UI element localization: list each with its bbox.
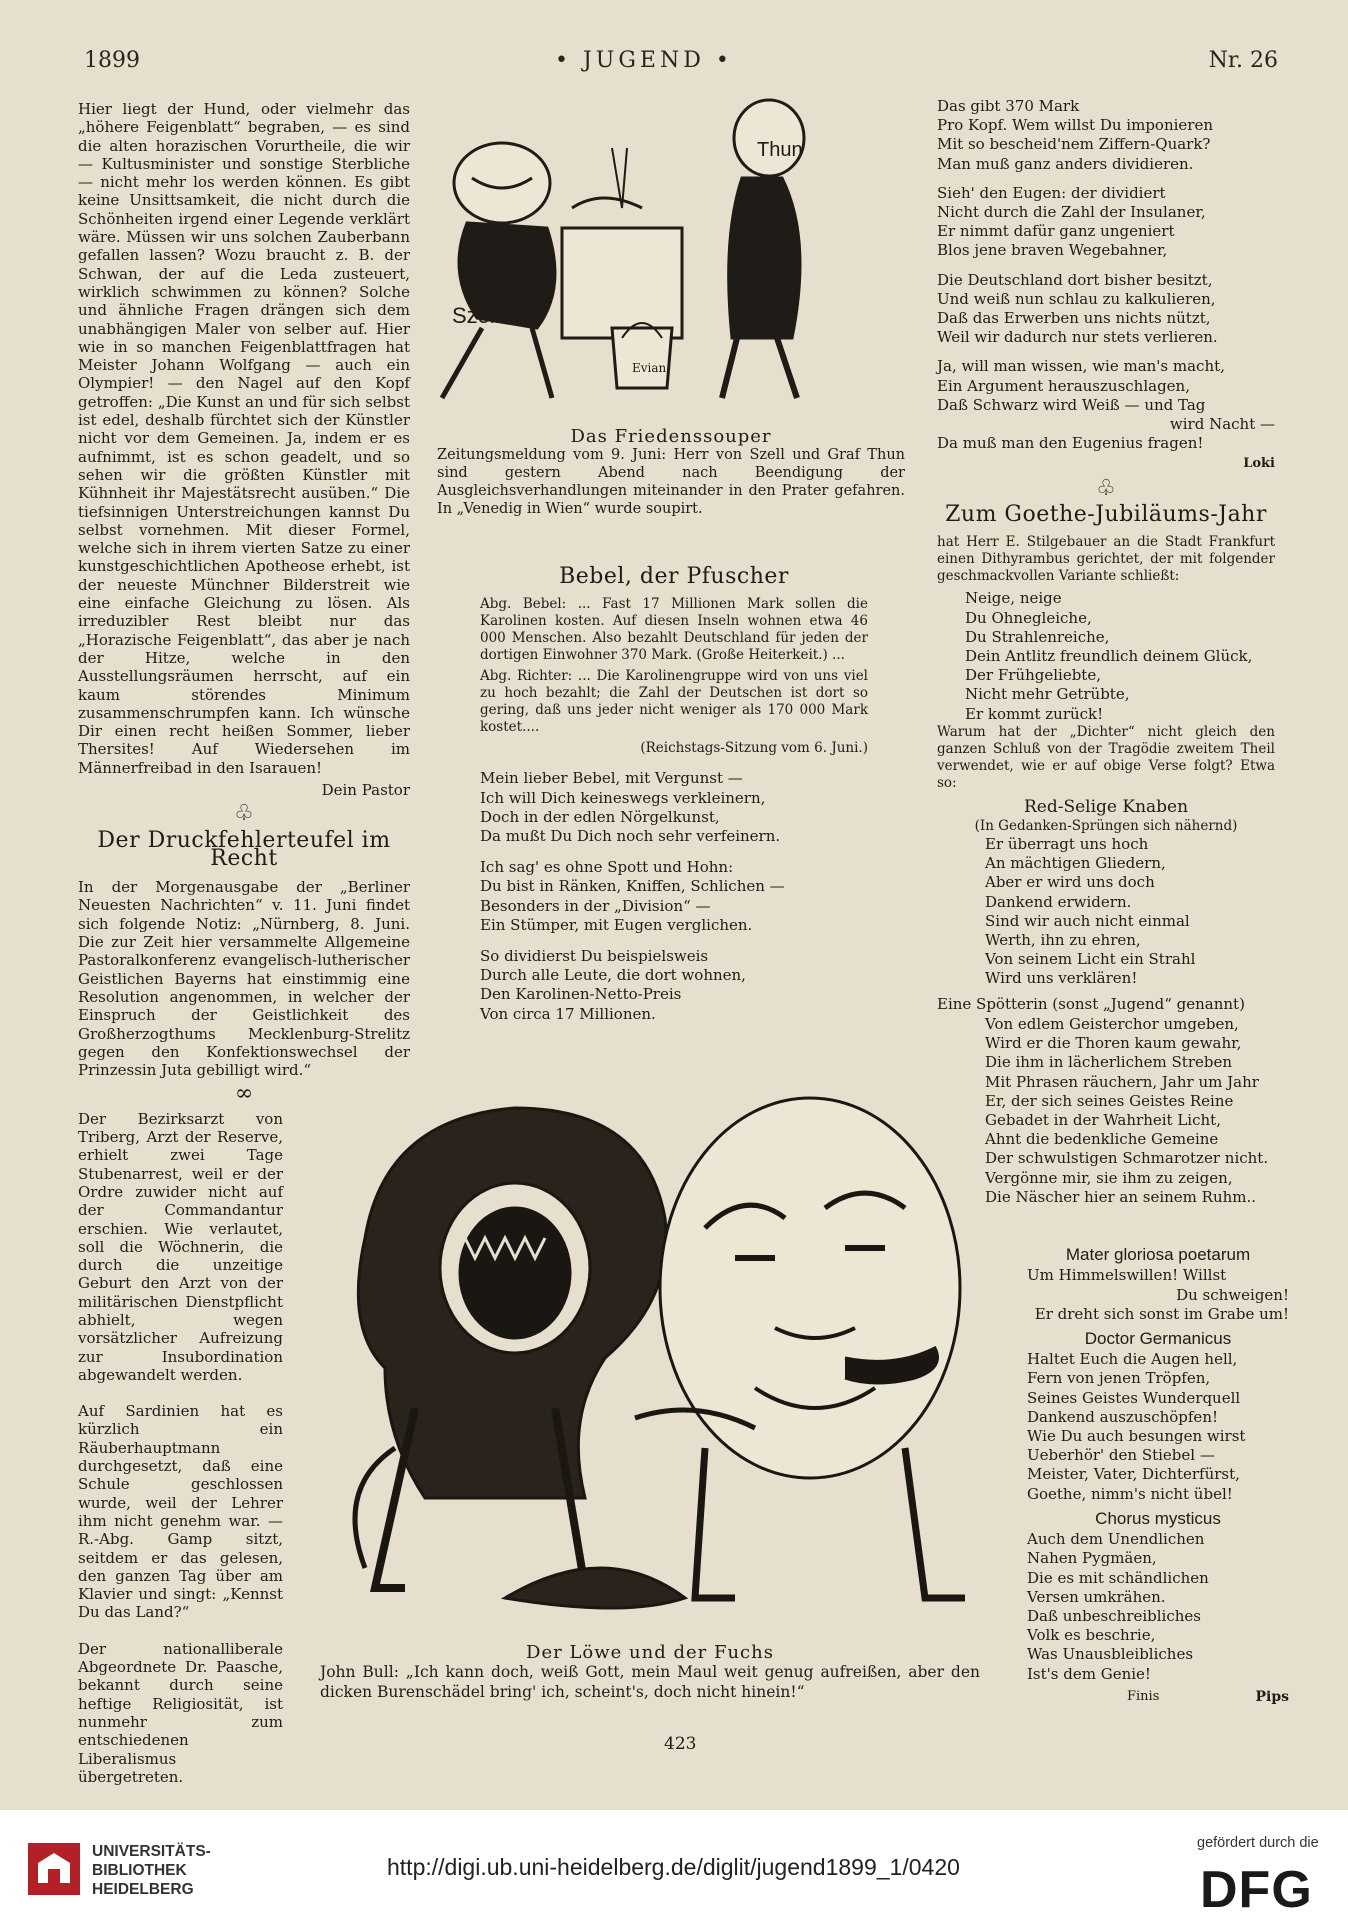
mater-verse: Um Himmelswillen! Willst Du schweigen! Er dreht sich sonst im Grabe um!	[1027, 1266, 1289, 1323]
article-sardinien: Auf Sardinien hat es kürzlich ein Räuberhauptmann durchgesetzt, daß eine Schule geschlossen wurde, weil der Lehrer ihm nicht genehm war. — R.-Abg. Gamp sitzt, seitdem er das gelesen, den ganzen Tag über am Klavier und singt: „Kennst Du das Land?“	[78, 1402, 283, 1622]
cartoon2-caption: John Bull: „Ich kann doch, weiß Gott, mein Maul weit genug aufreißen, aber den dicken Burenschädel bring' ich, scheint's, doch nicht hinein!“	[320, 1663, 980, 1702]
column-right	[937, 97, 1275, 1207]
club-ornament: ♧	[234, 801, 254, 827]
headline-goethe: Zum Goethe-Jubiläums-Jahr	[945, 502, 1267, 528]
dfg-logo: DFG	[1200, 1861, 1313, 1919]
bebel-stanza-2: Ich sag' es ohne Spott und Hohn: Du bist in Ränken, Kniffen, Schlichen — Besonders in der „Division“ — Ein Stümper, mit Eugen verglichen.	[480, 858, 785, 934]
bebel-quote: Abg. Bebel: ... Fast 17 Millionen Mark sollen die Karolinen kosten. Auf diesen Inseln wohnen etwa 46 000 Menschen. Also bezahlt Deutschland für jeden der dortigen Einwohner 370 Mark. (Große Heiterkeit.) ...	[480, 596, 868, 664]
germanicus-verse: Haltet Euch die Augen hell, Fern von jenen Tröpfen, Seines Geistes Wunderquell Dankend auszuschöpfen! Wie Du auch besungen wirst Ueberhör' den Stiebel — Meister, Vater, Dichterfürst, Goethe, nimm's nicht übel!	[1027, 1350, 1246, 1503]
goethe-intro: hat Herr E. Stilgebauer an die Stadt Frankfurt einen Dithyrambus gerichtet, der mit folgender geschmackvollen Variante schließt:	[937, 534, 1275, 585]
goethe-question: Warum hat der „Dichter“ nicht gleich den ganzen Schluß von der Tragödie zweitem Theil verwendet, wie er auf obige Verse folgt? Etwa so:	[937, 723, 1275, 791]
signature-loki: Loki	[1243, 456, 1275, 472]
cartoon-loewe-und-fuchs	[305, 1088, 1025, 1643]
source-url-link[interactable]: http://digi.ub.uni-heidelberg.de/diglit/jugend1899_1/0420	[387, 1854, 960, 1880]
heading-mater-gloriosa: Mater gloriosa poetarum	[1065, 1245, 1251, 1264]
club-ornament-2: ♧	[1096, 475, 1116, 501]
digitization-footer	[0, 1810, 1348, 1929]
spoetterin-verse: Von edlem Geisterchor umgeben, Wird er die Thoren kaum gewahr, Die ihm in lächerlichem Streben Mit Phrasen räuchern, Jahr um Jahr Er, der sich seines Geistes Reine Gebadet in der Wahrheit Licht, Ahnt die bedenkliche Gemeine Der schwulstigen Schmarotzer nicht. Vergönne mir, sie ihm zu zeigen, Die Näscher hier an seinem Ruhm..	[985, 1014, 1269, 1206]
headline-bebel: Bebel, der Pfuscher	[559, 564, 789, 589]
headline-druckfehlerteufel: Der Druckfehlerteufel im Recht	[97, 827, 391, 871]
library-name: UNIVERSITÄTS- BIBLIOTHEK HEIDELBERG	[92, 1843, 211, 1898]
cartoon1-caption: Zeitungsmeldung vom 9. Juni: Herr von Szell und Graf Thun sind gestern Abend nach Beendigung der Ausgleichsverhandlungen miteinander in den Prater gefahren. In „Venedig in Wien“ wurde soupirt.	[437, 447, 905, 518]
heading-red-selige: Red-Selige Knaben	[1023, 796, 1189, 817]
funding-label: gefördert durch die	[1197, 1835, 1319, 1851]
signature-pastor: Dein Pastor	[321, 780, 410, 799]
article-bezirksarzt: Der Bezirksarzt von Triberg, Arzt der Reserve, erhielt zwei Tage Stubenarrest, weil er der Ordre zuwider nicht auf der Commandantur erschien. Wie verlautet, soll die Wöchnerin, die durch die unzeitige Geburt den Arzt von der militärischen Dienstpflicht abhielt, wegen vorsätzlicher Aufreizung zur Insubordination abgewandelt werden.	[78, 1109, 283, 1384]
finis-mark: Finis	[1127, 1688, 1160, 1704]
richter-quote: Abg. Richter: ... Die Karolinengruppe wird von uns viel zu hoch bezahlt; die Zahl der Deutschen ist dort so gering, daß uns jeder nicht weniger als 170 000 Mark kostet....	[480, 668, 868, 736]
label-szell: Szell	[452, 303, 500, 328]
cartoon1-title: Das Friedenssouper	[570, 426, 772, 447]
bucket-label: Evian	[632, 361, 667, 375]
heading-red-selige-note: (In Gedanken-Sprüngen sich nähernd)	[974, 818, 1238, 835]
header-year: 1899	[84, 48, 140, 73]
cartoon-friedenssouper	[412, 88, 912, 428]
heading-chorus-mysticus: Chorus mysticus	[1095, 1508, 1221, 1528]
red-selige-verse: Er überragt uns hoch An mächtigen Gliedern, Aber er wird uns doch Dankend erwidern. Sind wir auch nicht einmal Werth, ihn zu ehren, Von seinem Licht ein Strahl Wird uns verklären!	[985, 835, 1196, 988]
stilgebauer-verse: Neige, neige Du Ohnegleiche, Du Strahlenreiche, Dein Antlitz freundlich deinem Glück, Der Frühgeliebte, Nicht mehr Getrübte, Er kommt zurück!	[965, 589, 1253, 723]
cartoon2-caption-block	[320, 1644, 980, 1706]
header-issue: Nr. 26	[1208, 48, 1278, 73]
col3-stanza-2: Sieh' den Eugen: der dividiert Nicht durch die Zahl der Insulaner, Er nimmt dafür ganz ungeniert Blos jene braven Wegebahner,	[937, 183, 1206, 260]
reichstag-source: (Reichstags-Sitzung vom 6. Juni.)	[640, 740, 868, 757]
heading-spoetterin: Eine Spötterin (sonst „Jugend“ genannt)	[937, 994, 1245, 1013]
signature-pips: Pips	[1255, 1688, 1289, 1705]
cartoon2-title: Der Löwe und der Fuchs	[526, 1642, 774, 1663]
university-seal-icon	[28, 1843, 80, 1895]
col3-stanza-1: Das gibt 370 Mark Pro Kopf. Wem willst Du imponieren Mit so bescheid'nem Ziffern-Quark? Man muß ganz anders dividieren.	[937, 97, 1213, 173]
label-thun: Thun	[757, 139, 803, 161]
article-feigenblatt: Hier liegt der Hund, oder vielmehr das „höhere Feigenblatt“ begraben, — es sind die alten horazischen Vorurtheile, die wir — Kultusminister und sonstige Sterbliche — nicht mehr los werden können. Es gibt keine Unsittsamkeit, die nicht durch die Schönheiten irgend einer Legende verklärt wäre. Müssen wir uns solchen Zauberbann gefallen lassen? Wozu braucht z. B. der Schwan, der auf die Leda zusteuert, wirklich schwimmen zu können? Solche und ähnliche Fragen drängen sich dem unabhängigen Maler von selber auf. Hier wie in so manchen Feigenblattfragen hat Meister Johann Wolfgang — auch ein Olympier! — den Nagel auf den Kopf getroffen: „Die Kunst an und für sich selbst ist edel, deshalb fürchtet sich der Künstler nicht vor dem Gemeinen. Ja, indem er es aufnimmt, ist es schon geadelt, und so sehen wir die größten Künstler mit Kühnheit ihr Majestätsrecht ausüben.“ Die tiefsinnigen Unterstreichungen kannst Du selbst vornehmen. Mit dieser Formel, welche sich in ihrem vierten Satze zu einer kunstgeschichtlichen Apotheose erhebt, ist der neueste Münchner Bilderstreit wie eine einfache Gleichung zu lösen. Als irreduzibler Rest bleibt nur das „Horazische Feigenblatt“, das aber je nach der Hitze, welche in den Ausstellungsräumen herrscht, auf ein kaum störendes Minimum zusammenschrumpfen kann. Ich wünsche Dir einen recht heißen Sommer, lieber Thersites! Auf Wiedersehen im Männerfreibad in den Isarauen!	[78, 100, 410, 777]
article-druckfehler: In der Morgenausgabe der „Berliner Neuesten Nachrichten“ v. 11. Juni findet sich folgende Notiz: „Nürnberg, 8. Juni. Die zur Zeit hier versammelte Allgemeine Pastoralkonferenz evangelisch-lutherischer Geistlichen Bayerns hat einstimmig eine Resolution angenommen, in welcher der Einspruch der Geistlichkeit des Großherzogthums Mecklenburg-Strelitz gegen den Konfektionswechsel der Prinzessin Juta gebilligt wird.“	[78, 878, 410, 1080]
col3-stanza-3: Die Deutschland dort bisher besitzt, Und weiß nun schlau zu kalkulieren, Daß das Erwerben uns nichts nützt, Weil wir dadurch nur stets verlieren.	[937, 270, 1218, 347]
col3-stanza-4: Ja, will man wissen, wie man's macht, Ein Argument herauszuschlagen, Daß Schwarz wird Weiß — und Tag wird Nacht — Da muß man den Eugenius fragen!	[937, 357, 1275, 453]
chorus-verse: Auch dem Unendlichen Nahen Pygmäen, Die es mit schändlichen Versen umkrähen. Daß unbeschreibliches Volk es beschrie, Was Unausbleibliches Ist's dem Genie!	[1027, 1530, 1209, 1683]
column-middle	[480, 560, 868, 1024]
column-right-lower	[1027, 1240, 1289, 1710]
ornament-divider: ∞	[234, 1081, 254, 1107]
page-number: 423	[664, 1734, 697, 1754]
header-title: • JUGEND •	[555, 48, 733, 73]
heading-doctor-germanicus: Doctor Germanicus	[1084, 1328, 1232, 1348]
article-paasche: Der nationalliberale Abgeordnete Dr. Paasche, bekannt durch seine heftige Religiosität, ist nunmehr zum entschiedenen Liberalismus übergetreten.	[78, 1639, 283, 1786]
bebel-stanza-3: So dividierst Du beispielsweis Durch alle Leute, die dort wohnen, Den Karolinen-Netto-Preis Von circa 17 Millionen.	[480, 946, 746, 1023]
bebel-stanza-1: Mein lieber Bebel, mit Vergunst — Ich will Dich keineswegs verkleinern, Doch in der edlen Nörgelkunst, Da mußt Du Dich noch sehr verfeinern.	[480, 769, 781, 845]
cartoon1-caption-block	[437, 428, 905, 522]
